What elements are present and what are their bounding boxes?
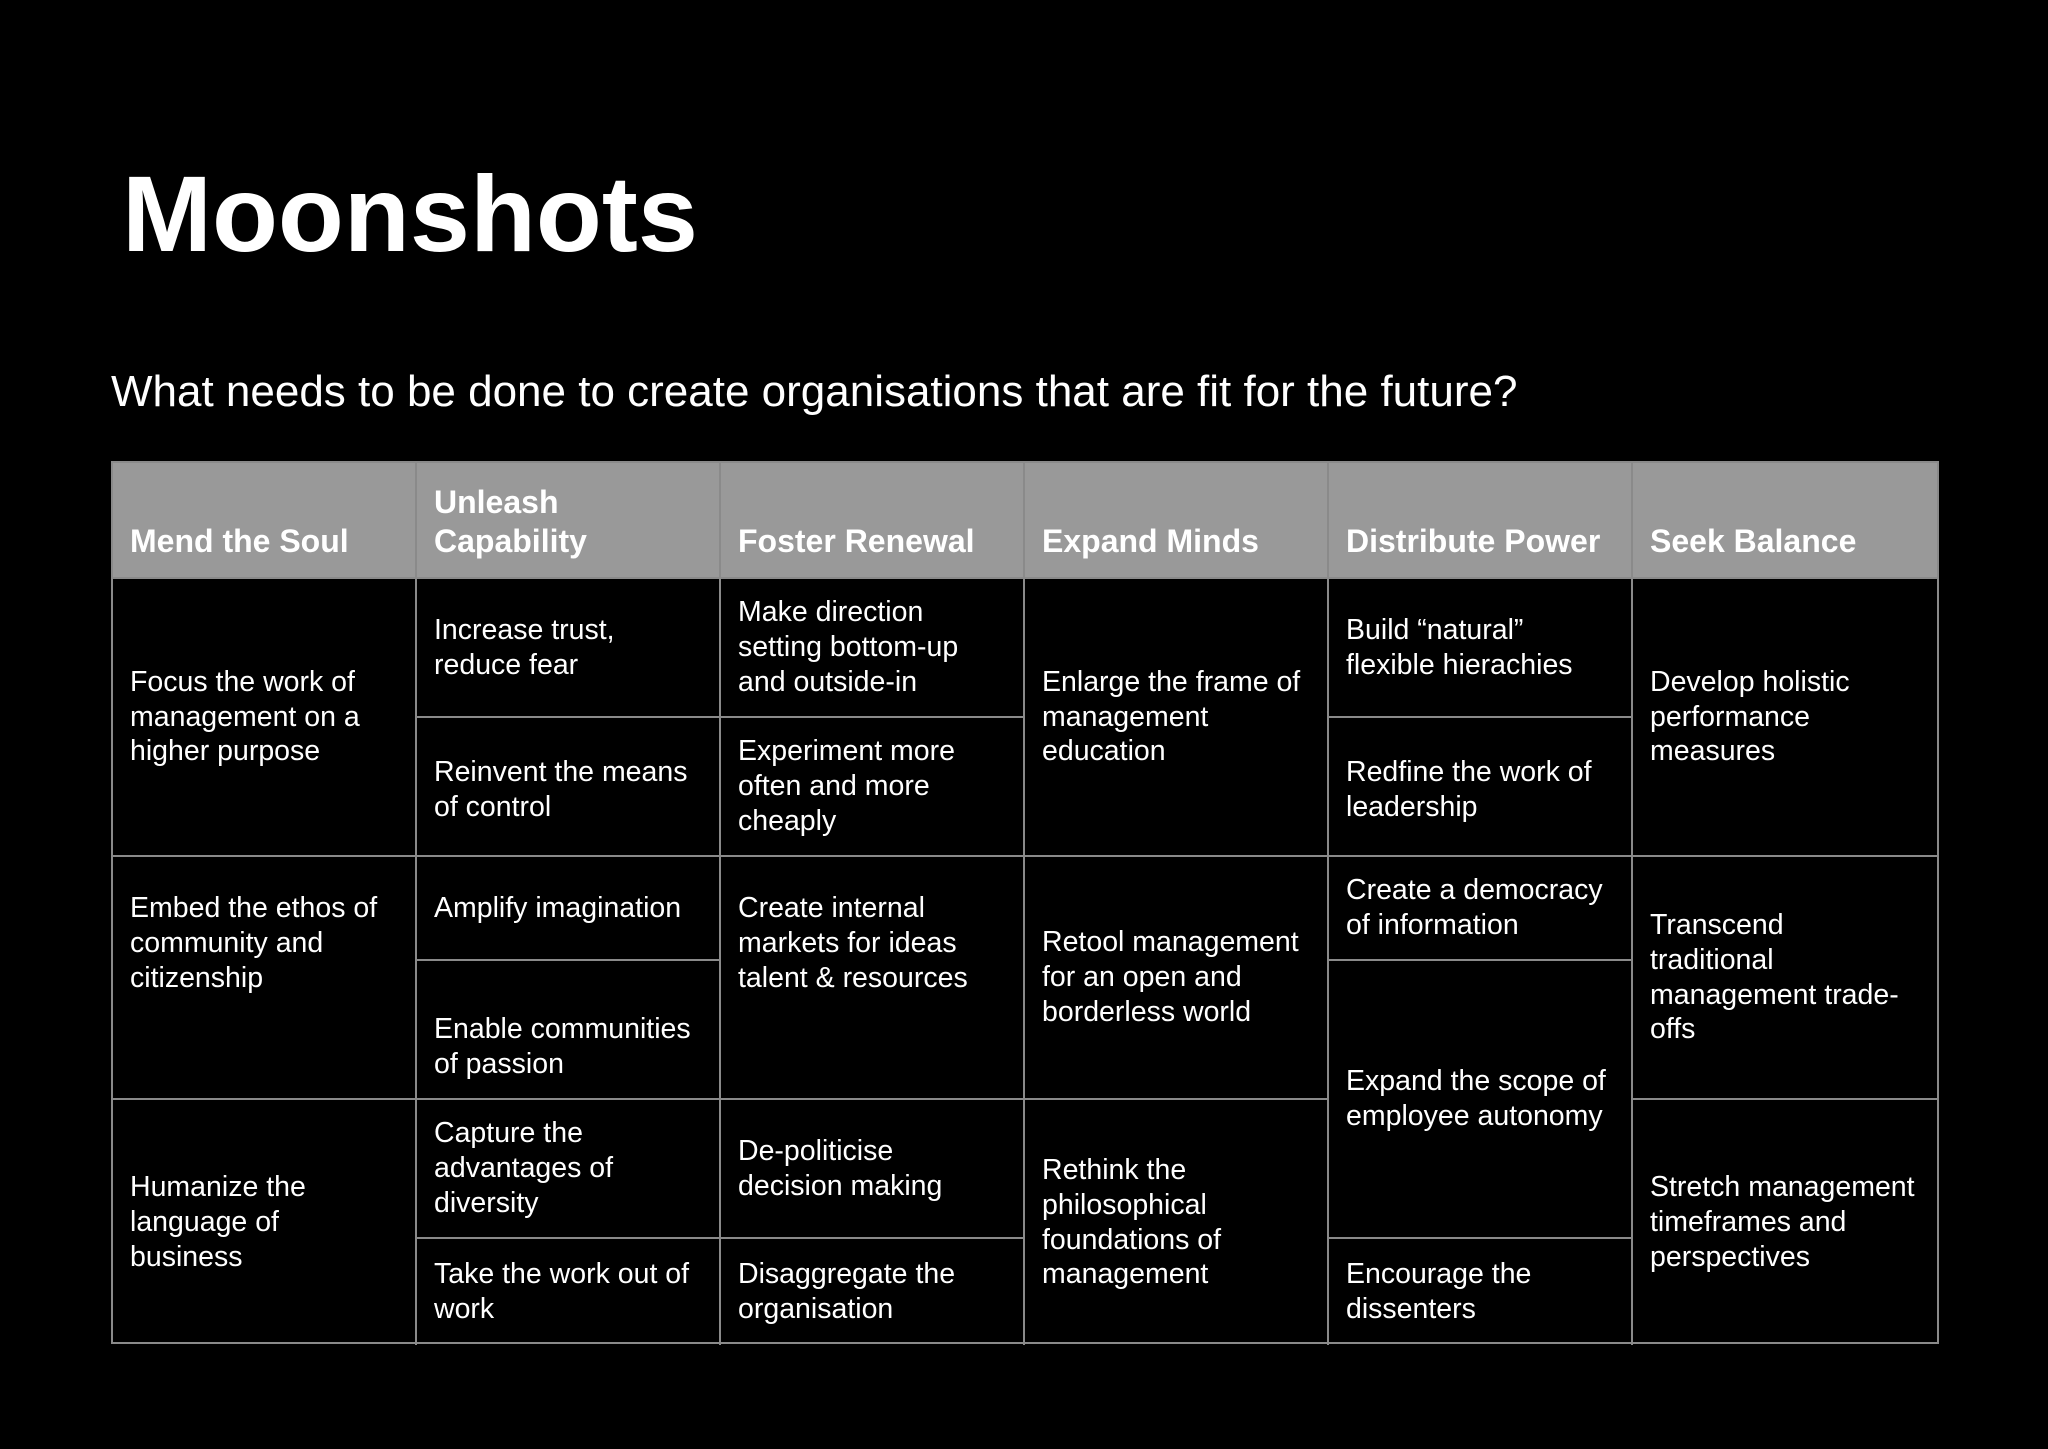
table-cell: Increase trust, reduce fear — [417, 579, 721, 718]
header-distribute-power: Distribute Power — [1329, 463, 1633, 579]
table-cell: Disaggregate the organisation — [721, 1239, 1025, 1345]
table-cell: Enable communities of passion — [417, 961, 721, 1100]
table-cell: Make direction setting bottom-up and outside-in — [721, 579, 1025, 718]
table-cell: Transcend traditional management trade- offs — [1633, 857, 1937, 1100]
table-cell: Focus the work of management on a higher purpose — [113, 579, 417, 857]
table-cell: Experiment more often and more cheaply — [721, 718, 1025, 857]
table-cell: De-politicise decision making — [721, 1100, 1025, 1239]
table-cell: Build “natural” flexible hierachies — [1329, 579, 1633, 718]
header-foster-renewal: Foster Renewal — [721, 463, 1025, 579]
header-mend-the-soul: Mend the Soul — [113, 463, 417, 579]
moonshots-table — [111, 461, 1939, 1344]
header-expand-minds: Expand Minds — [1025, 463, 1329, 579]
table-cell: Capture the advantages of diversity — [417, 1100, 721, 1239]
table-cell: Amplify imagination — [417, 857, 721, 961]
header-unleash-capability: Unleash Capability — [417, 463, 721, 579]
table-cell: Expand the scope of employee autonomy — [1329, 961, 1633, 1239]
table-cell: Reinvent the means of control — [417, 718, 721, 857]
table-cell: Encourage the dissenters — [1329, 1239, 1633, 1345]
header-seek-balance: Seek Balance — [1633, 463, 1937, 579]
table-cell: Create a democracy of information — [1329, 857, 1633, 961]
table-cell: Stretch management timeframes and perspectives — [1650, 1171, 1915, 1273]
table-cell: Enlarge the frame of management education — [1025, 579, 1329, 857]
table-cell: Create internal markets for ideas talent & resources — [721, 857, 1025, 1100]
table-cell: Develop holistic performance measures — [1633, 579, 1937, 857]
table-cell: Humanize the language of business — [113, 1100, 417, 1345]
table-cell: Redfine the work of leadership — [1329, 718, 1633, 857]
table-cell: Embed the ethos of community and citizenship — [113, 857, 417, 1100]
table-cell: Retool management for an open and borderless world — [1025, 857, 1329, 1100]
slide-title: Moonshots — [122, 153, 698, 274]
table-cell: Rethink the philosophical foundations of management — [1025, 1100, 1329, 1345]
slide-subtitle: What needs to be done to create organisations that are fit for the future? — [111, 367, 1518, 416]
table-cell: Take the work out of work — [417, 1239, 721, 1345]
